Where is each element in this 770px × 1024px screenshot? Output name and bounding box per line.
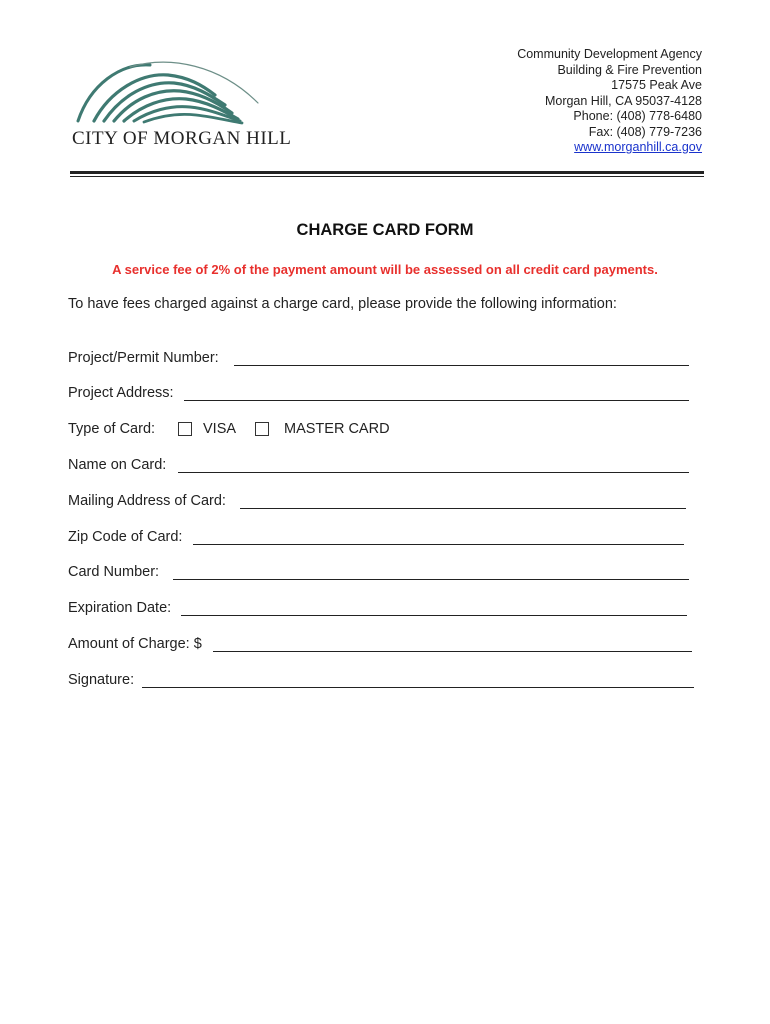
amount-of-charge-label: Amount of Charge: $	[68, 636, 202, 652]
card-type-field	[68, 421, 468, 441]
project-permit-label: Project/Permit Number:	[68, 350, 219, 366]
phone-line: Phone: (408) 778-6480	[573, 109, 702, 123]
mastercard-checkbox[interactable]	[255, 422, 269, 436]
address-line: Building & Fire Prevention	[557, 62, 702, 77]
visa-checkbox[interactable]	[178, 422, 192, 436]
amount-of-charge-input[interactable]	[213, 651, 692, 652]
project-permit-input[interactable]	[234, 365, 689, 366]
header-divider	[70, 171, 704, 174]
card-type-label: Type of Card:	[68, 421, 156, 437]
agency-address	[517, 47, 702, 156]
header-divider-thin	[70, 176, 704, 177]
expiration-date-label: Expiration Date:	[68, 600, 172, 616]
name-on-card-input[interactable]	[178, 472, 689, 473]
expiration-date-input[interactable]	[181, 615, 687, 616]
zip-code-label: Zip Code of Card:	[68, 529, 183, 545]
card-number-field	[68, 564, 690, 584]
signature-label: Signature:	[68, 672, 135, 688]
amount-of-charge-field	[68, 636, 694, 656]
expiration-date-field	[68, 600, 690, 620]
signature-input[interactable]	[142, 687, 694, 688]
card-number-input[interactable]	[173, 579, 689, 580]
name-on-card-field	[68, 457, 690, 477]
service-fee-notice: A service fee of 2% of the payment amount will be assessed on all credit card payments.	[112, 262, 658, 277]
zip-code-field	[68, 529, 690, 549]
hills-logo-icon	[70, 55, 280, 130]
project-address-label: Project Address:	[68, 385, 174, 401]
form-title: CHARGE CARD FORM	[296, 221, 474, 239]
website-link[interactable]: www.morganhill.ca.gov	[574, 140, 702, 154]
mastercard-label: MASTER CARD	[284, 421, 390, 437]
signature-field	[68, 672, 696, 692]
zip-code-input[interactable]	[193, 544, 684, 545]
project-address-input[interactable]	[184, 400, 689, 401]
visa-label: VISA	[203, 421, 237, 437]
project-permit-field	[68, 350, 690, 370]
mailing-address-input[interactable]	[240, 508, 686, 509]
address-line: Morgan Hill, CA 95037-4128	[544, 93, 702, 108]
card-number-label: Card Number:	[68, 564, 160, 580]
address-line: 17575 Peak Ave	[611, 78, 702, 92]
form-intro: To have fees charged against a charge card, please provide the following information:	[68, 296, 617, 312]
address-line: Community Development Agency	[517, 47, 702, 61]
name-on-card-label: Name on Card:	[68, 457, 167, 473]
logo-text: CITY OF MORGAN HILL	[72, 128, 292, 149]
mailing-address-field	[68, 493, 690, 513]
project-address-field	[68, 385, 690, 405]
mailing-address-label: Mailing Address of Card:	[68, 493, 226, 509]
city-logo	[70, 55, 292, 155]
fax-line: Fax: (408) 779-7236	[588, 124, 702, 139]
